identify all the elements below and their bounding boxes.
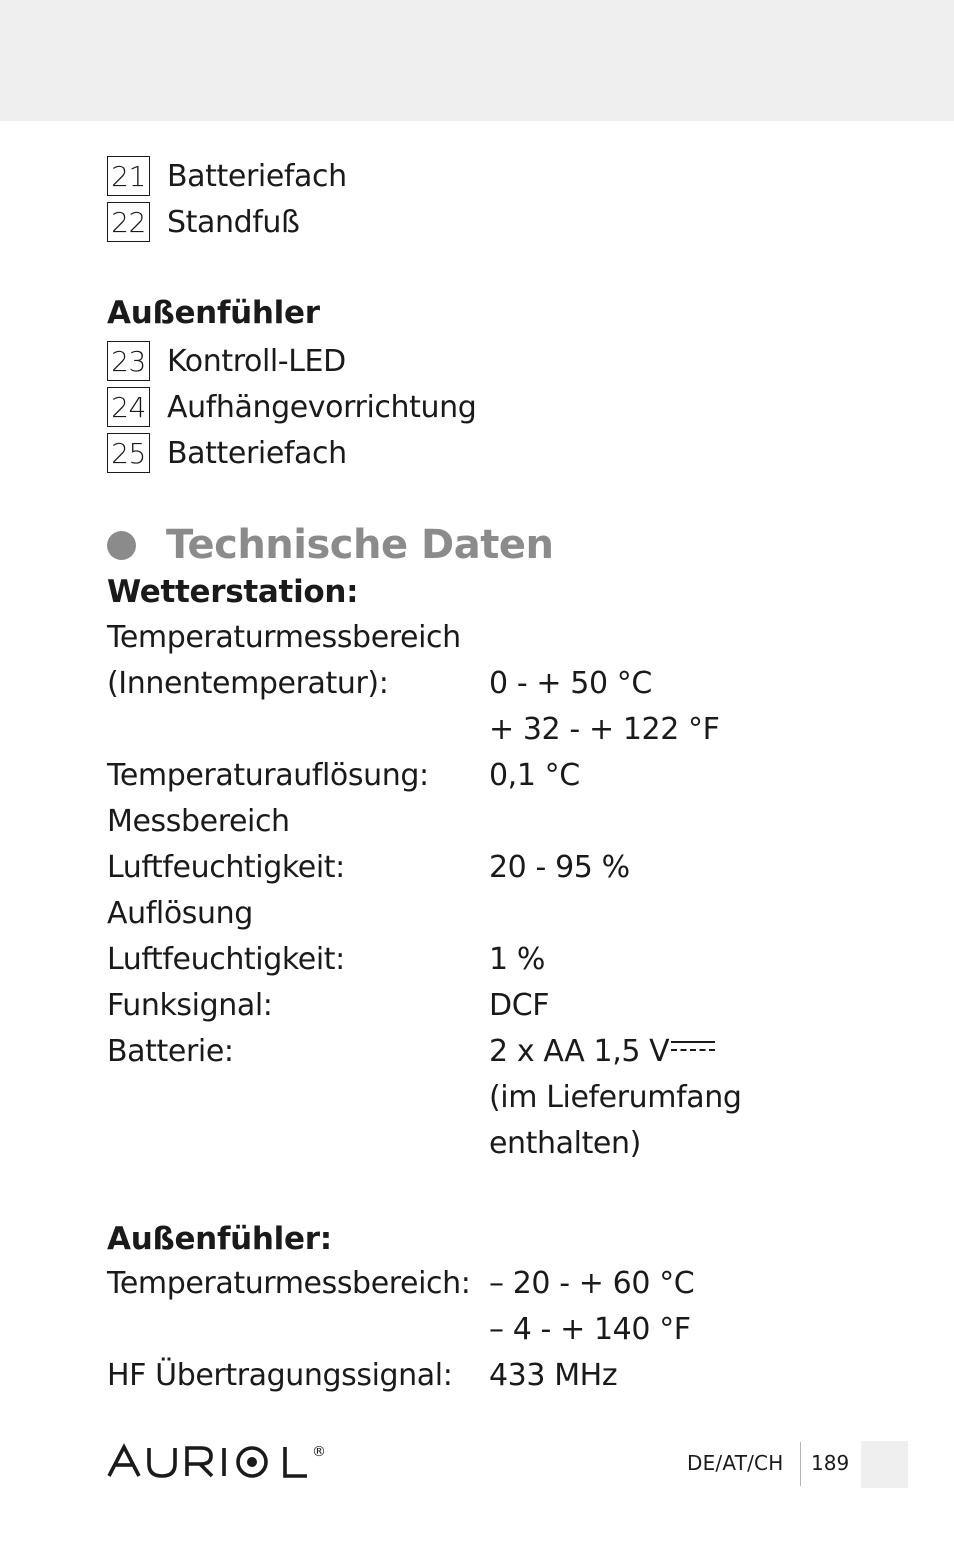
spec-value: – 4 - + 140 °F	[489, 1312, 691, 1347]
spec-label: Luftfeuchtigkeit:	[107, 850, 345, 885]
part-label: Kontroll-LED	[167, 343, 346, 379]
part-label: Batteriefach	[167, 435, 347, 471]
spec-label: Messbereich	[107, 804, 290, 839]
header-band	[0, 0, 954, 121]
spec-row	[107, 1266, 867, 1312]
spec-value: enthalten)	[489, 1126, 641, 1161]
spec-row	[107, 850, 867, 896]
spec-row	[107, 758, 867, 804]
parts-item-24	[107, 386, 476, 428]
spec-value: (im Lieferumfang	[489, 1080, 742, 1115]
spec-label: Auflösung	[107, 896, 253, 931]
spec-row	[107, 804, 867, 850]
part-number-box: 22	[107, 202, 150, 242]
spec-value: 433 MHz	[489, 1358, 618, 1393]
spec-row	[107, 666, 867, 712]
part-label: Batteriefach	[167, 158, 347, 194]
bullet-icon	[107, 531, 136, 560]
spec-row	[107, 942, 867, 988]
spec-value-battery	[489, 1034, 715, 1069]
footer-tab	[861, 1441, 908, 1488]
part-number-box: 24	[107, 387, 150, 427]
part-number-box: 23	[107, 341, 150, 381]
spec-value: 0,1 °C	[489, 758, 580, 793]
spec-row	[107, 1080, 867, 1126]
spec-label: Luftfeuchtigkeit:	[107, 942, 345, 977]
spec-row	[107, 1312, 867, 1358]
spec-value: 20 - 95 %	[489, 850, 630, 885]
spec-label: Temperaturmessbereich	[107, 620, 461, 655]
region-code: DE/AT/CH	[687, 1451, 784, 1475]
spec-row	[107, 1126, 867, 1172]
auriol-logo	[107, 1440, 332, 1482]
battery-value-text: 2 x AA 1,5 V	[489, 1034, 670, 1069]
parts-item-23	[107, 340, 346, 382]
spec-row	[107, 988, 867, 1034]
spec-label: Temperaturauflösung:	[107, 758, 429, 793]
page-number: 189	[811, 1451, 850, 1475]
dc-symbol-icon	[671, 1041, 715, 1055]
part-number-box: 25	[107, 433, 150, 473]
spec-value: + 32 - + 122 °F	[489, 712, 720, 747]
spec-label: HF Übertragungssignal:	[107, 1358, 453, 1393]
part-number-box: 21	[107, 156, 150, 196]
spec-label: Funksignal:	[107, 988, 273, 1023]
spec-value: 0 - + 50 °C	[489, 666, 652, 701]
parts-item-25	[107, 432, 347, 474]
section-heading-text: Technische Daten	[166, 522, 554, 568]
spec-value: 1 %	[489, 942, 545, 977]
parts-item-21	[107, 155, 347, 197]
footer-divider	[800, 1442, 801, 1486]
parts-item-22	[107, 201, 300, 243]
spec-row	[107, 1034, 867, 1080]
part-label: Aufhängevorrichtung	[167, 389, 477, 425]
station-title: Wetterstation:	[107, 574, 359, 610]
spec-row	[107, 620, 867, 666]
spec-value: DCF	[489, 988, 550, 1023]
spec-label: Batterie:	[107, 1034, 234, 1069]
spec-row	[107, 712, 867, 758]
section-heading	[107, 520, 553, 570]
part-label: Standfuß	[167, 204, 300, 240]
sensor-parts-title: Außenfühler	[107, 295, 320, 331]
sensor-spec-title: Außenfühler:	[107, 1221, 332, 1257]
spec-label: Temperaturmessbereich:	[107, 1266, 471, 1301]
spec-value: – 20 - + 60 °C	[489, 1266, 695, 1301]
registered-mark: ®	[312, 1444, 326, 1460]
spec-label: (Innentemperatur):	[107, 666, 389, 701]
spec-row	[107, 1358, 867, 1404]
spec-row	[107, 896, 867, 942]
